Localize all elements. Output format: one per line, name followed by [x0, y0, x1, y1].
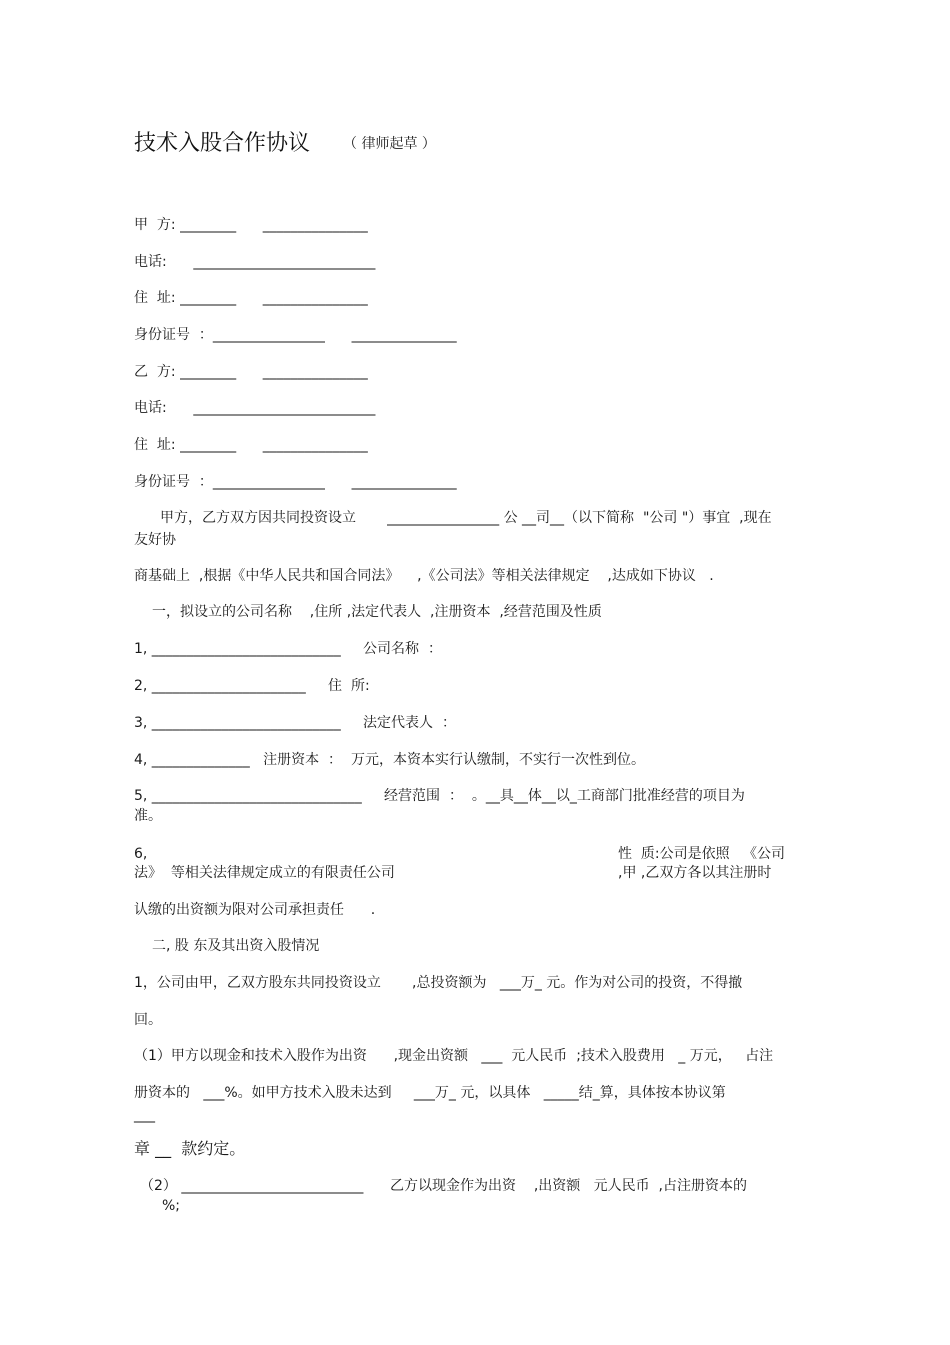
party-a-address-line: 住 址: ________ _______________ [134, 290, 368, 306]
document-title: 技术入股合作协议 [134, 131, 311, 156]
preamble-line-3: 商基础上 ,根据《中华人民共和国合同法》 ,《公司法》等相关法律规定 ,达成如下协议 . [134, 568, 714, 584]
preamble-line-2: 友好协 [134, 532, 176, 548]
clause-1-2-line-2: %; [162, 1198, 181, 1214]
clause-1-2-line-1: （2） __________________________ 乙方以现金作为出资 ,出资额 元人民币 ,占注册资本的 [140, 1178, 748, 1194]
item-3-legal-rep: 3, ___________________________ 法定代表人 ： [134, 715, 456, 731]
item-6-nature: 性 质:公司是依照 《公司 [618, 846, 785, 862]
item-2-address: 2, ______________________ 住 所: [134, 678, 370, 694]
item-6-line-3: 认缴的出资额为限对公司承担责任 . [134, 902, 376, 918]
item-1-company-name: 1, ___________________________ 公司名称 ： [134, 641, 442, 657]
clause-1-line-1: 1，公司由甲，乙双方股东共同投资设立 ,总投资额为 ___万_ 元。作为对公司的投资，不得撤 [134, 975, 743, 991]
party-a-phone-line: 电话: __________________________ [134, 254, 376, 270]
item-6-line-2: 法》 等相关法律规定成立的有限责任公司 [134, 865, 395, 881]
item-5-continuation: 准。 [134, 808, 162, 824]
clause-1-1-line-1: （1）甲方以现金和技术入股作为出资 ,现金出资额 ___ 元人民币 ;技术入股费用 _ 万元， 占注 [134, 1048, 774, 1064]
item-6-line-2-right: ,甲 ,乙双方各以其注册时 [618, 865, 772, 881]
item-5-business-scope: 5, ______________________________ 经营范围 ： 。__具__体__以_工商部门批准经营的项目为 [134, 788, 745, 804]
clause-1-1-line-2: 册资本的 ___%。如甲方技术入股未达到 ___万_ 元，以具体 _____结_算，具体按本协议第 [134, 1085, 726, 1101]
clause-1-1-line-3: ___ [134, 1107, 155, 1123]
party-a-name-line: 甲 方: ________ _______________ [134, 217, 368, 233]
section-2-heading: 二, 股 东及其出资入股情况 [152, 938, 320, 954]
party-b-name-line: 乙 方: ________ _______________ [134, 364, 368, 380]
preamble-line-1: 甲方，乙方双方因共同投资设立 ________________ 公 __司__（以下简称 "公司 "）事宜 ,现在 [160, 510, 772, 526]
party-b-phone-line: 电话: __________________________ [134, 400, 376, 416]
party-a-id-line: 身份证号 ：________________ _______________ [134, 327, 457, 343]
clause-1-line-2: 回。 [134, 1012, 162, 1028]
item-4-registered-capital: 4, ______________ 注册资本 ： 万元，本资本实行认缴制，不实行一次性到位。 [134, 752, 645, 768]
party-b-id-line: 身份证号 ：________________ _______________ [134, 474, 457, 490]
document-subtitle: （ 律师起草 ） [343, 136, 436, 152]
section-1-heading: 一，拟设立的公司名称 ,住所 ,法定代表人 ,注册资本 ,经营范围及性质 [152, 604, 602, 620]
item-6-number: 6, [134, 846, 148, 862]
clause-1-1-line-4: 章 __ 款约定。 [134, 1139, 246, 1158]
party-b-address-line: 住 址: ________ _______________ [134, 437, 368, 453]
